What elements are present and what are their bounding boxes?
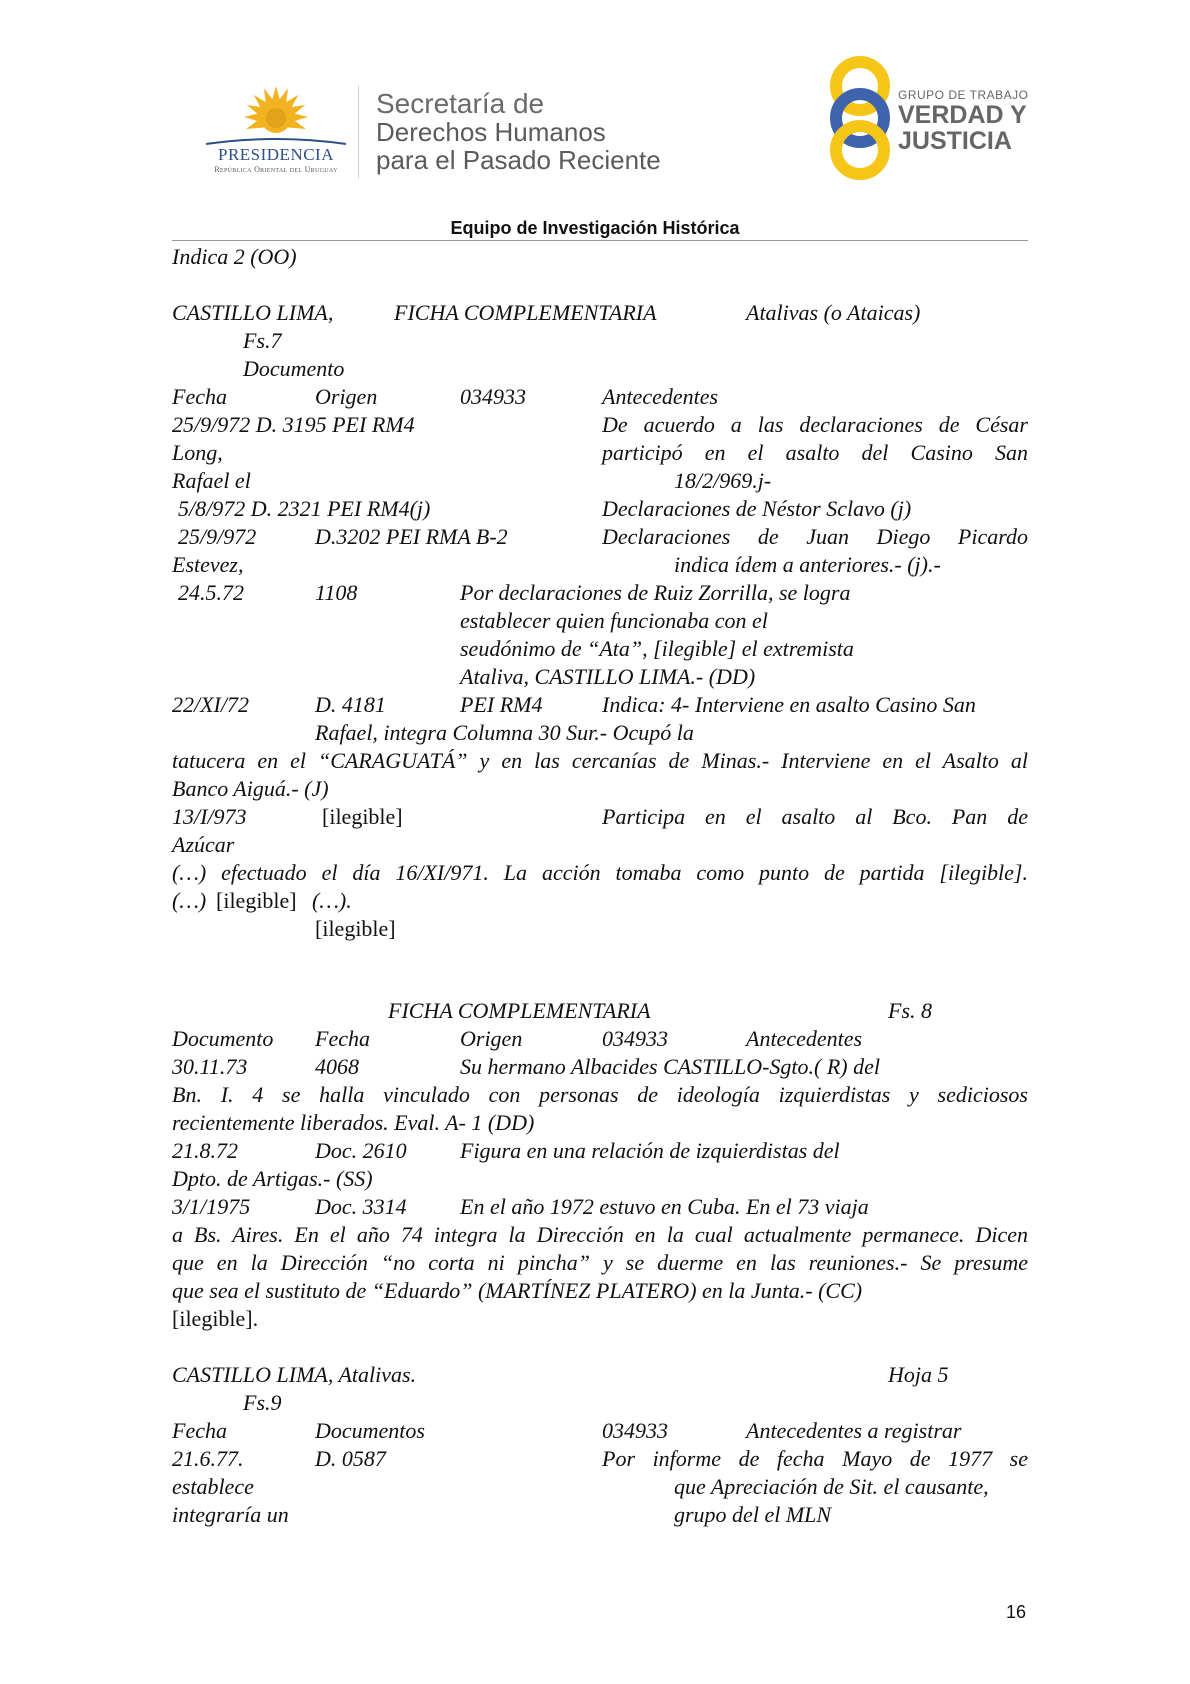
text-line: Indica 2 (OO): [172, 244, 297, 269]
text-line: 21.6.77.: [172, 1446, 244, 1471]
text-line: indica ídem a anteriores.- (j).-: [674, 552, 941, 577]
text-line: PEI RM4: [460, 692, 543, 717]
text-line: Fecha: [315, 1026, 370, 1051]
text-line: Origen: [460, 1026, 523, 1051]
text-line: que en la Dirección “no corta ni pincha” y se duerme en las reuniones.- Se presume: [172, 1250, 1028, 1275]
text-line: Participa en el asalto al Bco. Pan de: [602, 804, 1028, 829]
text-line: Fecha: [172, 1418, 227, 1443]
text-line: De acuerdo a las declaraciones de César: [602, 412, 1028, 437]
text-line: Declaraciones de Juan Diego Picardo: [602, 524, 1028, 549]
text-line: Azúcar: [172, 832, 235, 857]
header-rule: [172, 240, 1028, 241]
presidencia-name: PRESIDENCIA: [217, 145, 334, 164]
text-line: Su hermano Albacides CASTILLO-Sgto.( R) del: [460, 1054, 881, 1079]
text-line: participó en el asalto del Casino San: [602, 440, 1028, 465]
text-line: Estevez,: [172, 552, 244, 577]
text-line: FICHA COMPLEMENTARIA: [394, 300, 657, 325]
text-line: CASTILLO LIMA,: [172, 300, 334, 325]
secretaria-line-3: para el Pasado Reciente: [376, 145, 661, 175]
text-line: 18/2/969.j-: [674, 468, 772, 493]
text-line: D. 4181: [315, 692, 386, 717]
text-line: recientemente liberados. Eval. A- 1 (DD): [172, 1110, 535, 1135]
text-line: 034933: [602, 1026, 668, 1051]
text-line: Bn. I. 4 se halla vinculado con personas de ideología izquierdistas y sediciosos: [172, 1082, 1028, 1107]
text-line: (…): [172, 888, 207, 913]
text-line: Doc. 2610: [315, 1138, 407, 1163]
text-line: integraría un: [172, 1502, 289, 1527]
text-line: Documento: [243, 356, 345, 381]
text-line: Doc. 3314: [315, 1194, 407, 1219]
text-line: Por declaraciones de Ruiz Zorrilla, se logra: [460, 580, 851, 605]
text-line: 24.5.72: [178, 580, 244, 605]
verdad-justicia-rings-logo: [820, 56, 900, 180]
grupo-line-2: VERDAD Y: [898, 101, 1027, 129]
grupo-line-3: JUSTICIA: [898, 127, 1012, 155]
grupo-line-1: GRUPO DE TRABAJO: [898, 88, 1029, 102]
text-line: Documento: [172, 1026, 274, 1051]
text-line: 034933: [602, 1418, 668, 1443]
text-line: 25/9/972 D. 3195 PEI RM4: [172, 412, 415, 437]
text-line: Documentos: [315, 1418, 425, 1443]
text-line: 034933: [460, 384, 526, 409]
text-line: establece: [172, 1474, 254, 1499]
secretaria-line-2: Derechos Humanos: [376, 117, 606, 147]
text-line: tatucera en el “CARAGUATÁ” y en las cercanías de Minas.- Interviene en el Asalto al: [172, 748, 1028, 773]
secretaria-logo-text: [376, 90, 661, 174]
text-line: Origen: [315, 384, 378, 409]
text-line: Rafael el: [172, 468, 251, 493]
header-divider: [358, 86, 359, 178]
text-line: Figura en una relación de izquierdistas del: [460, 1138, 840, 1163]
text-line: Fs.9: [243, 1390, 282, 1415]
text-line: seudónimo de “Ata”, [ilegible] el extremista: [460, 636, 854, 661]
text-line: [ilegible]: [322, 804, 403, 829]
text-line: Banco Aiguá.- (J): [172, 776, 329, 801]
text-line: 22/XI/72: [172, 692, 249, 717]
text-line: Por informe de fecha Mayo de 1977 se: [602, 1446, 1028, 1471]
text-line: que sea el sustituto de “Eduardo” (MARTÍNEZ PLATERO) en la Junta.- (CC): [172, 1278, 863, 1303]
text-line: [ilegible]: [216, 888, 297, 913]
text-line: [ilegible].: [172, 1306, 259, 1331]
text-line: 1108: [315, 580, 358, 605]
text-line: Dpto. de Artigas.- (SS): [172, 1166, 373, 1191]
text-line: 13/I/973: [172, 804, 247, 829]
text-line: 4068: [315, 1054, 359, 1079]
text-line: 25/9/972: [178, 524, 257, 549]
text-line: 3/1/1975: [172, 1194, 251, 1219]
text-line: [ilegible]: [315, 916, 396, 941]
text-line: que Apreciación de Sit. el causante,: [674, 1474, 989, 1499]
page-number: 16: [1006, 1602, 1027, 1622]
text-line: D.3202 PEI RMA B-2: [315, 524, 508, 549]
text-line: En el año 1972 estuvo en Cuba. En el 73 viaja: [460, 1194, 869, 1219]
text-line: grupo del el MLN: [674, 1502, 832, 1527]
text-line: Hoja 5: [888, 1362, 949, 1387]
text-line: Antecedentes: [746, 1026, 863, 1051]
text-line: Ataliva, CASTILLO LIMA.- (DD): [460, 664, 756, 689]
text-line: Fecha: [172, 384, 227, 409]
secretaria-line-1: Secretaría de: [376, 88, 545, 119]
text-line: CASTILLO LIMA, Atalivas.: [172, 1362, 417, 1387]
text-line: 5/8/972 D. 2321 PEI RM4(j): [178, 496, 431, 521]
text-line: Indica: 4- Interviene en asalto Casino San: [602, 692, 976, 717]
text-line: establecer quien funcionaba con el: [460, 608, 768, 633]
text-line: 30.11.73: [172, 1054, 248, 1079]
text-line: Antecedentes a registrar: [746, 1418, 962, 1443]
team-title: Equipo de Investigación Histórica: [450, 218, 740, 238]
text-line: 21.8.72: [172, 1138, 238, 1163]
text-line: Atalivas (o Ataicas): [746, 300, 921, 325]
text-line: Antecedentes: [602, 384, 719, 409]
grupo-trabajo-text: [898, 88, 1028, 154]
text-line: a Bs. Aires. En el año 74 integra la Dirección en la cual actualmente permanece. Dicen: [172, 1222, 1028, 1247]
text-line: FICHA COMPLEMENTARIA: [388, 998, 651, 1023]
presidencia-subtitle: República Oriental del Uruguay: [214, 165, 338, 174]
text-line: Fs.7: [243, 328, 282, 353]
text-line: Rafael, integra Columna 30 Sur.- Ocupó la: [315, 720, 694, 745]
text-line: (…) efectuado el día 16/XI/971. La acción tomaba como punto de partida [ilegible].: [172, 860, 1028, 885]
text-line: D. 0587: [315, 1446, 386, 1471]
text-line: Declaraciones de Néstor Sclavo (j): [602, 496, 912, 521]
text-line: Long,: [172, 440, 223, 465]
text-line: Fs. 8: [888, 998, 932, 1023]
text-line: (…).: [312, 888, 352, 913]
